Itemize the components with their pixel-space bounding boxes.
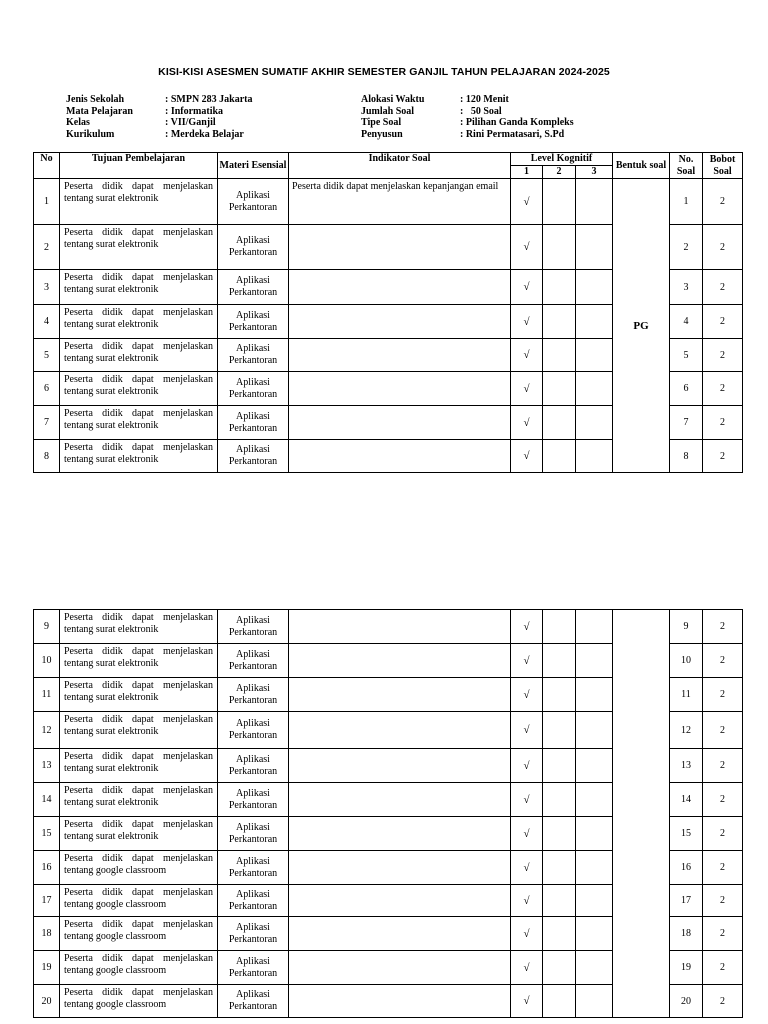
row-materi: Aplikasi Perkantoran — [218, 339, 289, 372]
row-no-soal: 14 — [670, 783, 703, 817]
row-level-2-check — [543, 406, 576, 440]
row-level-2-check — [543, 305, 576, 339]
row-no-soal: 20 — [670, 985, 703, 1018]
row-level-1-check: √ — [511, 951, 543, 985]
row-no: 7 — [34, 406, 60, 440]
row-bobot: 2 — [703, 372, 743, 406]
row-materi: Aplikasi Perkantoran — [218, 372, 289, 406]
row-tujuan: Peserta didik dapat menjelaskan tentang surat elektronik — [60, 678, 218, 712]
meta-key: Jumlah Soal — [361, 105, 415, 117]
row-level-1-check: √ — [511, 985, 543, 1018]
row-materi: Aplikasi Perkantoran — [218, 783, 289, 817]
header-level-3: 3 — [576, 166, 613, 179]
row-bobot: 2 — [703, 270, 743, 305]
row-no: 2 — [34, 225, 60, 270]
row-materi: Aplikasi Perkantoran — [218, 712, 289, 749]
row-level-1-check: √ — [511, 678, 543, 712]
row-level-3-check — [576, 372, 613, 406]
row-level-1-check: √ — [511, 610, 543, 644]
row-level-3-check — [576, 817, 613, 851]
row-level-3-check — [576, 305, 613, 339]
row-bobot: 2 — [703, 179, 743, 225]
row-level-2-check — [543, 440, 576, 473]
row-level-1-check: √ — [511, 885, 543, 917]
row-no-soal: 7 — [670, 406, 703, 440]
row-level-1-check: √ — [511, 406, 543, 440]
meta-value: : SMPN 283 Jakarta — [165, 94, 253, 105]
row-level-2-check — [543, 712, 576, 749]
meta-key: Penyusun — [361, 128, 403, 140]
row-materi: Aplikasi Perkantoran — [218, 817, 289, 851]
header-bentuk: Bentuk soal — [613, 153, 670, 179]
table-row — [34, 179, 743, 225]
row-level-2-check — [543, 917, 576, 951]
row-materi: Aplikasi Perkantoran — [218, 644, 289, 678]
row-no-soal: 11 — [670, 678, 703, 712]
row-no-soal: 15 — [670, 817, 703, 851]
row-no: 4 — [34, 305, 60, 339]
row-no: 20 — [34, 985, 60, 1018]
header-level-1: 1 — [511, 166, 543, 179]
row-materi: Aplikasi Perkantoran — [218, 985, 289, 1018]
row-tujuan: Peserta didik dapat menjelaskan tentang surat elektronik — [60, 644, 218, 678]
row-indikator — [289, 749, 511, 783]
row-indikator — [289, 678, 511, 712]
meta-key: Kelas — [66, 117, 90, 128]
row-materi: Aplikasi Perkantoran — [218, 951, 289, 985]
row-materi: Aplikasi Perkantoran — [218, 440, 289, 473]
row-no-soal: 16 — [670, 851, 703, 885]
row-level-1-check: √ — [511, 817, 543, 851]
header-no-soal: No. Soal — [670, 153, 703, 179]
row-indikator — [289, 440, 511, 473]
header-no: No — [34, 153, 60, 179]
row-no: 13 — [34, 749, 60, 783]
row-level-3-check — [576, 951, 613, 985]
row-tujuan: Peserta didik dapat menjelaskan tentang google classroom — [60, 917, 218, 951]
row-bobot: 2 — [703, 817, 743, 851]
row-materi: Aplikasi Perkantoran — [218, 305, 289, 339]
row-no-soal: 8 — [670, 440, 703, 473]
row-level-3-check — [576, 339, 613, 372]
row-indikator — [289, 305, 511, 339]
meta-row — [66, 117, 253, 129]
bentuk-soal-cell — [613, 610, 670, 1018]
row-level-2-check — [543, 372, 576, 406]
meta-left — [66, 94, 253, 140]
row-level-3-check — [576, 749, 613, 783]
row-bobot: 2 — [703, 951, 743, 985]
row-bobot: 2 — [703, 678, 743, 712]
row-level-3-check — [576, 179, 613, 225]
row-level-1-check: √ — [511, 270, 543, 305]
row-no-soal: 10 — [670, 644, 703, 678]
row-bobot: 2 — [703, 440, 743, 473]
header-bobot: Bobot Soal — [703, 153, 743, 179]
row-tujuan: Peserta didik dapat menjelaskan tentang surat elektronik — [60, 179, 218, 225]
row-bobot: 2 — [703, 851, 743, 885]
row-tujuan: Peserta didik dapat menjelaskan tentang google classroom — [60, 851, 218, 885]
row-materi: Aplikasi Perkantoran — [218, 225, 289, 270]
row-indikator — [289, 406, 511, 440]
row-no-soal: 12 — [670, 712, 703, 749]
row-level-2-check — [543, 339, 576, 372]
row-indikator — [289, 225, 511, 270]
row-level-3-check — [576, 712, 613, 749]
row-materi: Aplikasi Perkantoran — [218, 851, 289, 885]
row-tujuan: Peserta didik dapat menjelaskan tentang surat elektronik — [60, 440, 218, 473]
row-tujuan: Peserta didik dapat menjelaskan tentang surat elektronik — [60, 610, 218, 644]
row-level-2-check — [543, 225, 576, 270]
row-level-3-check — [576, 917, 613, 951]
row-no-soal: 2 — [670, 225, 703, 270]
table-row — [34, 610, 743, 644]
meta-row — [361, 94, 574, 106]
meta-value: : Merdeka Belajar — [165, 128, 244, 140]
meta-row — [361, 129, 574, 141]
row-level-2-check — [543, 885, 576, 917]
meta-right — [361, 94, 574, 140]
header-level: Level Kognitif — [511, 153, 613, 166]
row-indikator — [289, 783, 511, 817]
row-materi: Aplikasi Perkantoran — [218, 678, 289, 712]
row-level-3-check — [576, 406, 613, 440]
row-no: 15 — [34, 817, 60, 851]
row-level-1-check: √ — [511, 179, 543, 225]
row-tujuan: Peserta didik dapat menjelaskan tentang surat elektronik — [60, 305, 218, 339]
meta-value: : Informatika — [165, 105, 224, 117]
row-materi: Aplikasi Perkantoran — [218, 610, 289, 644]
row-no-soal: 18 — [670, 917, 703, 951]
row-level-2-check — [543, 644, 576, 678]
row-indikator — [289, 851, 511, 885]
row-no-soal: 5 — [670, 339, 703, 372]
row-tujuan: Peserta didik dapat menjelaskan tentang surat elektronik — [60, 817, 218, 851]
row-level-2-check — [543, 270, 576, 305]
row-no: 16 — [34, 851, 60, 885]
row-level-2-check — [543, 749, 576, 783]
meta-key: Tipe Soal — [361, 117, 402, 128]
row-indikator — [289, 885, 511, 917]
row-bobot: 2 — [703, 339, 743, 372]
row-bobot: 2 — [703, 917, 743, 951]
row-tujuan: Peserta didik dapat menjelaskan tentang google classroom — [60, 985, 218, 1018]
row-level-1-check: √ — [511, 851, 543, 885]
row-level-1-check: √ — [511, 644, 543, 678]
row-no-soal: 19 — [670, 951, 703, 985]
header-tujuan: Tujuan Pembelajaran — [60, 153, 218, 179]
row-indikator — [289, 610, 511, 644]
row-level-3-check — [576, 610, 613, 644]
row-bobot: 2 — [703, 885, 743, 917]
row-level-2-check — [543, 783, 576, 817]
row-tujuan: Peserta didik dapat menjelaskan tentang google classroom — [60, 885, 218, 917]
row-no: 11 — [34, 678, 60, 712]
row-no: 14 — [34, 783, 60, 817]
row-indikator — [289, 372, 511, 406]
row-bobot: 2 — [703, 985, 743, 1018]
row-tujuan: Peserta didik dapat menjelaskan tentang google classroom — [60, 951, 218, 985]
row-tujuan: Peserta didik dapat menjelaskan tentang surat elektronik — [60, 339, 218, 372]
kisi-kisi-table-page-2 — [33, 609, 743, 1018]
row-no: 18 — [34, 917, 60, 951]
row-level-2-check — [543, 179, 576, 225]
row-bobot: 2 — [703, 749, 743, 783]
header-materi: Materi Esensial — [218, 153, 289, 179]
meta-row — [361, 106, 574, 118]
row-level-1-check: √ — [511, 225, 543, 270]
bentuk-soal-cell: PG — [613, 179, 670, 473]
row-level-1-check: √ — [511, 440, 543, 473]
row-tujuan: Peserta didik dapat menjelaskan tentang surat elektronik — [60, 406, 218, 440]
row-level-1-check: √ — [511, 712, 543, 749]
row-level-2-check — [543, 817, 576, 851]
meta-key: Jenis Sekolah — [66, 94, 125, 105]
row-level-1-check: √ — [511, 339, 543, 372]
document-title: KISI-KISI ASESMEN SUMATIF AKHIR SEMESTER GANJIL TAHUN PELAJARAN 2024-2025 — [158, 66, 610, 78]
row-indikator — [289, 339, 511, 372]
row-bobot: 2 — [703, 712, 743, 749]
row-no: 1 — [34, 179, 60, 225]
row-no: 3 — [34, 270, 60, 305]
kisi-kisi-table-page-1 — [33, 152, 743, 473]
meta-value: : VII/Ganjil — [165, 117, 216, 128]
row-bobot: 2 — [703, 225, 743, 270]
header-indikator: Indikator Soal — [289, 153, 511, 179]
meta-row — [66, 106, 253, 118]
row-level-2-check — [543, 951, 576, 985]
row-indikator — [289, 817, 511, 851]
row-bobot: 2 — [703, 406, 743, 440]
row-no: 9 — [34, 610, 60, 644]
row-no-soal: 1 — [670, 179, 703, 225]
row-materi: Aplikasi Perkantoran — [218, 406, 289, 440]
row-level-3-check — [576, 851, 613, 885]
row-level-2-check — [543, 851, 576, 885]
row-indikator — [289, 951, 511, 985]
meta-key: Kurikulum — [66, 128, 115, 140]
row-no: 10 — [34, 644, 60, 678]
row-level-3-check — [576, 225, 613, 270]
meta-value: : Rini Permatasari, S.Pd — [460, 128, 565, 140]
meta-value: : 120 Menit — [460, 94, 509, 105]
row-level-1-check: √ — [511, 917, 543, 951]
row-bobot: 2 — [703, 610, 743, 644]
row-no-soal: 4 — [670, 305, 703, 339]
row-no: 8 — [34, 440, 60, 473]
row-indikator — [289, 644, 511, 678]
row-materi: Aplikasi Perkantoran — [218, 885, 289, 917]
meta-row — [66, 94, 253, 106]
row-no-soal: 6 — [670, 372, 703, 406]
row-no: 17 — [34, 885, 60, 917]
row-no-soal: 13 — [670, 749, 703, 783]
meta-key: Mata Pelajaran — [66, 105, 133, 117]
row-no: 5 — [34, 339, 60, 372]
row-tujuan: Peserta didik dapat menjelaskan tentang surat elektronik — [60, 712, 218, 749]
row-materi: Aplikasi Perkantoran — [218, 749, 289, 783]
meta-row — [66, 129, 253, 141]
row-level-3-check — [576, 678, 613, 712]
meta-row — [361, 117, 574, 129]
row-bobot: 2 — [703, 305, 743, 339]
row-no-soal: 3 — [670, 270, 703, 305]
row-indikator: Peserta didik dapat menjelaskan kepanjangan email — [289, 179, 511, 225]
row-level-1-check: √ — [511, 372, 543, 406]
meta-key: Alokasi Waktu — [361, 94, 425, 105]
row-level-3-check — [576, 783, 613, 817]
row-materi: Aplikasi Perkantoran — [218, 917, 289, 951]
row-indikator — [289, 985, 511, 1018]
header-level-2: 2 — [543, 166, 576, 179]
row-tujuan: Peserta didik dapat menjelaskan tentang surat elektronik — [60, 372, 218, 406]
row-indikator — [289, 270, 511, 305]
row-indikator — [289, 917, 511, 951]
row-no-soal: 17 — [670, 885, 703, 917]
row-materi: Aplikasi Perkantoran — [218, 179, 289, 225]
row-tujuan: Peserta didik dapat menjelaskan tentang surat elektronik — [60, 270, 218, 305]
row-no: 12 — [34, 712, 60, 749]
row-level-3-check — [576, 885, 613, 917]
row-materi: Aplikasi Perkantoran — [218, 270, 289, 305]
row-level-1-check: √ — [511, 305, 543, 339]
row-no: 6 — [34, 372, 60, 406]
row-bobot: 2 — [703, 783, 743, 817]
row-level-2-check — [543, 678, 576, 712]
row-indikator — [289, 712, 511, 749]
row-no-soal: 9 — [670, 610, 703, 644]
row-tujuan: Peserta didik dapat menjelaskan tentang surat elektronik — [60, 749, 218, 783]
row-level-2-check — [543, 610, 576, 644]
meta-value: : Pilihan Ganda Kompleks — [460, 117, 574, 128]
row-level-3-check — [576, 440, 613, 473]
row-level-3-check — [576, 270, 613, 305]
row-no: 19 — [34, 951, 60, 985]
row-bobot: 2 — [703, 644, 743, 678]
row-level-1-check: √ — [511, 783, 543, 817]
row-level-3-check — [576, 985, 613, 1018]
meta-value: : 50 Soal — [460, 105, 502, 117]
row-level-3-check — [576, 644, 613, 678]
row-level-1-check: √ — [511, 749, 543, 783]
row-tujuan: Peserta didik dapat menjelaskan tentang surat elektronik — [60, 225, 218, 270]
row-level-2-check — [543, 985, 576, 1018]
table-body-page-1 — [34, 179, 743, 473]
row-tujuan: Peserta didik dapat menjelaskan tentang surat elektronik — [60, 783, 218, 817]
table-body-page-2 — [34, 610, 743, 1018]
